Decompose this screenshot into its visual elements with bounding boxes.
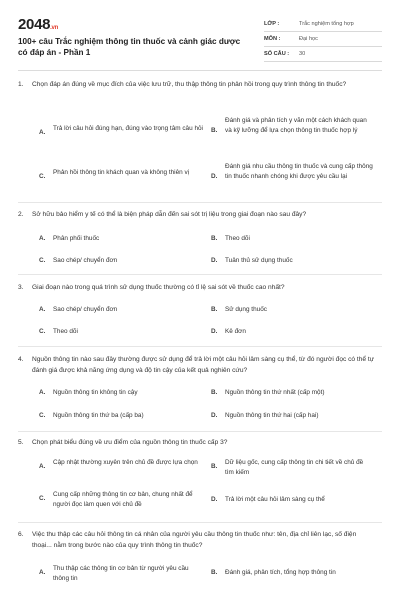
meta-label: MÔN : [264, 36, 281, 42]
question-divider [18, 202, 382, 203]
option-letter: C. [39, 495, 46, 502]
option-text: Thu thập các thông tin cơ bản từ người yêu cầu thông tin [53, 565, 189, 582]
option-letter: A. [39, 235, 46, 242]
meta-row-class [264, 17, 382, 32]
option-text: Nguồn thông tin thứ ba (cấp ba) [53, 412, 144, 419]
option-text: Trả lời câu hỏi đúng hạn, đúng vào trọng tâm câu hỏi [53, 125, 203, 132]
option-letter: B. [211, 389, 218, 396]
option-letter: B. [211, 569, 218, 576]
question-number: 2. [18, 211, 24, 218]
option-text: Trả lời một câu hỏi lâm sàng cụ thể [225, 496, 325, 503]
document-meta [264, 17, 382, 62]
option-letter: B. [211, 306, 218, 313]
option-letter: D. [211, 257, 218, 264]
option-letter: A. [39, 129, 46, 136]
question-number: 6. [18, 531, 24, 538]
option-letter: D. [211, 412, 218, 419]
meta-row-count [264, 47, 382, 62]
header-divider [18, 70, 382, 71]
meta-row-subject [264, 32, 382, 47]
option-text: Đánh giá, phân tích, tổng hợp thông tin [225, 569, 336, 576]
meta-value: 30 [299, 51, 306, 57]
option-text: Sao chép/ chuyển đơn [53, 257, 118, 264]
option-text: Dữ liệu gốc, cung cấp thông tin chi tiết về chủ đề tìm kiếm [225, 459, 364, 476]
question-number: 4. [18, 356, 24, 363]
option-letter: A. [39, 306, 46, 313]
question-text: Chọn đáp án đúng về mục đích của việc lưu trữ, thu thập thông tin phản hồi trong quy trình thông tin thuốc? [32, 81, 347, 88]
question-text: Nguồn thông tin nào sau đây thường được sử dụng để trả lời một câu hỏi lâm sàng cụ thể, từ đó người đọc có thể tự đánh giá được khả năng ứng dụng và độ tin cậy của kết quả nghiên cứu? [32, 356, 375, 374]
question-number: 5. [18, 439, 24, 446]
question-divider [18, 522, 382, 523]
option-letter: B. [211, 127, 218, 134]
option-text: Sử dụng thuốc [225, 306, 267, 313]
option-letter: D. [211, 328, 218, 335]
option-letter: D. [211, 173, 218, 180]
document-title: 100+ câu Trắc nghiệm thông tin thuốc và cảnh giác dược có đáp án - Phần 1 [18, 37, 241, 57]
question-text: Giai đoạn nào trong quá trình sử dụng thuốc thường có tỉ lệ sai sót về thuốc cao nhất? [32, 284, 285, 291]
question-text: Sở hữu bảo hiểm y tế có thể là biện pháp dẫn đến sai sót trị liệu trong giai đoạn nào sau đây? [32, 211, 307, 218]
question-number: 1. [18, 81, 24, 88]
question-divider [18, 431, 382, 432]
option-letter: D. [211, 496, 218, 503]
option-letter: A. [39, 569, 46, 576]
page-header [18, 6, 382, 64]
meta-value: Trắc nghiệm tổng hợp [299, 21, 354, 27]
question-divider [18, 346, 382, 347]
option-text: Cung cấp những thông tin cơ bản, chung nhất để người đọc làm quen với chủ đề [53, 491, 193, 508]
option-letter: C. [39, 257, 46, 264]
option-text: Sao chép/ chuyển đơn [53, 306, 118, 313]
logo-main: 2048 [18, 16, 51, 33]
meta-value: Đại học [299, 36, 318, 42]
option-letter: C. [39, 328, 46, 335]
question-number: 3. [18, 284, 24, 291]
option-text: Đánh giá nhu cầu thông tin thuốc và cung cấp thông tin thuốc nhanh chóng khi được yêu cầu lại [225, 163, 373, 180]
option-text: Tuân thủ sử dụng thuốc [225, 257, 293, 264]
option-text: Theo dõi [225, 235, 250, 242]
option-text: Nguồn thông tin không tin cậy [53, 389, 138, 396]
option-letter: B. [211, 235, 218, 242]
option-text: Nguồn thông tin thứ nhất (cấp một) [225, 389, 325, 396]
question-divider [18, 274, 382, 275]
option-letter: B. [211, 463, 218, 470]
option-letter: A. [39, 389, 46, 396]
meta-label: LỚP : [264, 21, 280, 27]
option-letter: C. [39, 173, 46, 180]
logo-sub: .vn [50, 25, 58, 31]
option-text: Nguồn thông tin thứ hai (cấp hai) [225, 412, 319, 419]
option-text: Đánh giá và phân tích y văn một cách khách quan và kỹ lưỡng để lựa chọn thông tin thuốc hợp lý [225, 117, 367, 134]
question-text: Chọn phát biểu đúng về ưu điểm của nguồn thông tin thuốc cấp 3? [32, 439, 228, 446]
option-text: Phân phối thuốc [53, 235, 100, 242]
option-text: Theo dõi [53, 328, 78, 335]
meta-label: SỐ CÂU : [264, 51, 290, 57]
option-letter: A. [39, 463, 46, 470]
question-text: Việc thu thập các câu hỏi thông tin cá nhân của người yêu cầu thông tin thuốc như: tên, địa chỉ liên lạc, số điện thoại... nằm trong bước nào của quy trình thông tin thuốc? [32, 531, 357, 549]
site-logo[interactable] [18, 16, 58, 33]
option-text: Kê đơn [225, 328, 246, 335]
option-text: Phản hồi thông tin khách quan và không thiên vị [53, 169, 190, 176]
option-letter: C. [39, 412, 46, 419]
option-text: Cập nhật thường xuyên trên chủ đề được lựa chọn [53, 459, 198, 466]
